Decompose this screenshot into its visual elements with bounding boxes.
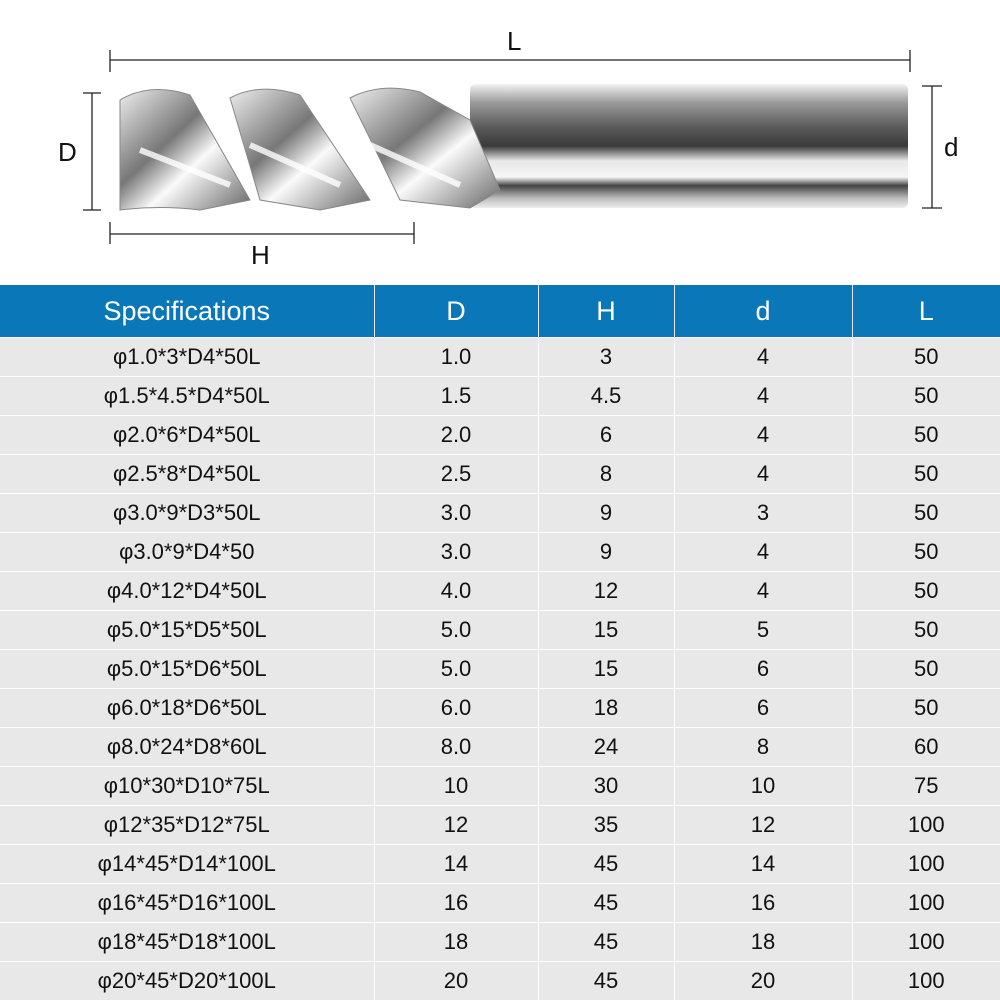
cell-H: 45 [538,923,674,962]
cell-spec: φ5.0*15*D5*50L [0,611,374,650]
cell-d: 4 [674,572,852,611]
table-row [0,572,1000,611]
cell-D: 1.0 [374,338,538,377]
cell-H: 8 [538,455,674,494]
cell-d: 16 [674,884,852,923]
cell-D: 6.0 [374,689,538,728]
cell-L: 50 [852,611,1000,650]
table-row [0,884,1000,923]
cell-spec: φ12*35*D12*75L [0,806,374,845]
cell-H: 6 [538,416,674,455]
cell-D: 3.0 [374,533,538,572]
cell-L: 100 [852,845,1000,884]
cell-spec: φ2.0*6*D4*50L [0,416,374,455]
cell-d: 4 [674,455,852,494]
cell-H: 30 [538,767,674,806]
table-row [0,455,1000,494]
cell-D: 8.0 [374,728,538,767]
table-row [0,728,1000,767]
cell-L: 50 [852,455,1000,494]
cell-d: 6 [674,689,852,728]
table-row [0,923,1000,962]
cell-L: 50 [852,650,1000,689]
cell-H: 15 [538,611,674,650]
cell-d: 3 [674,494,852,533]
cell-d: 8 [674,728,852,767]
table-row [0,494,1000,533]
cell-spec: φ14*45*D14*100L [0,845,374,884]
cell-L: 50 [852,533,1000,572]
cell-H: 45 [538,884,674,923]
specifications-table [0,285,1000,1001]
cell-d: 4 [674,377,852,416]
cell-L: 50 [852,338,1000,377]
cell-d: 6 [674,650,852,689]
cell-D: 3.0 [374,494,538,533]
cell-d: 14 [674,845,852,884]
cell-H: 4.5 [538,377,674,416]
table-header [0,285,1000,338]
cell-H: 35 [538,806,674,845]
flute-length-label: H [251,240,270,270]
table-row [0,650,1000,689]
cell-L: 50 [852,416,1000,455]
cell-spec: φ10*30*D10*75L [0,767,374,806]
cell-H: 15 [538,650,674,689]
end-mill-diagram [0,0,1000,285]
table-row [0,533,1000,572]
cell-d: 20 [674,962,852,1001]
cell-D: 5.0 [374,650,538,689]
table-row [0,338,1000,377]
cell-d: 12 [674,806,852,845]
cell-H: 3 [538,338,674,377]
cell-D: 14 [374,845,538,884]
table-row [0,806,1000,845]
cell-spec: φ3.0*9*D3*50L [0,494,374,533]
header-L: L [852,285,1000,338]
cell-L: 100 [852,923,1000,962]
cell-L: 50 [852,689,1000,728]
cell-D: 2.5 [374,455,538,494]
table-row [0,377,1000,416]
cell-D: 16 [374,884,538,923]
cell-D: 12 [374,806,538,845]
cell-spec: φ16*45*D16*100L [0,884,374,923]
cell-H: 24 [538,728,674,767]
cell-D: 20 [374,962,538,1001]
cell-L: 100 [852,962,1000,1001]
header-H: H [538,285,674,338]
cell-D: 4.0 [374,572,538,611]
cell-D: 1.5 [374,377,538,416]
header-specifications: Specifications [0,285,374,338]
cell-H: 45 [538,962,674,1001]
cell-H: 45 [538,845,674,884]
shank-diameter-label: d [944,132,959,162]
cell-spec: φ20*45*D20*100L [0,962,374,1001]
cell-spec: φ8.0*24*D8*60L [0,728,374,767]
cell-H: 12 [538,572,674,611]
length-label: L [507,26,522,56]
cell-H: 18 [538,689,674,728]
cell-spec: φ3.0*9*D4*50 [0,533,374,572]
cell-L: 100 [852,806,1000,845]
table-row [0,767,1000,806]
end-mill-drawing [0,0,1000,285]
cell-H: 9 [538,533,674,572]
cell-spec: φ2.5*8*D4*50L [0,455,374,494]
cell-L: 50 [852,572,1000,611]
cell-D: 10 [374,767,538,806]
table-row [0,962,1000,1001]
table-row [0,611,1000,650]
header-D: D [374,285,538,338]
cell-spec: φ1.5*4.5*D4*50L [0,377,374,416]
cell-spec: φ6.0*18*D6*50L [0,689,374,728]
cell-L: 75 [852,767,1000,806]
cell-D: 5.0 [374,611,538,650]
cell-spec: φ4.0*12*D4*50L [0,572,374,611]
cell-d: 10 [674,767,852,806]
cell-d: 18 [674,923,852,962]
cell-spec: φ5.0*15*D6*50L [0,650,374,689]
cell-L: 60 [852,728,1000,767]
header-d: d [674,285,852,338]
cell-spec: φ18*45*D18*100L [0,923,374,962]
cell-d: 5 [674,611,852,650]
cell-L: 50 [852,377,1000,416]
cell-L: 100 [852,884,1000,923]
cell-d: 4 [674,416,852,455]
cell-D: 18 [374,923,538,962]
table-row [0,689,1000,728]
cell-H: 9 [538,494,674,533]
cell-d: 4 [674,338,852,377]
cell-L: 50 [852,494,1000,533]
cell-D: 2.0 [374,416,538,455]
diameter-label: D [58,137,77,167]
cell-spec: φ1.0*3*D4*50L [0,338,374,377]
table-row [0,845,1000,884]
table-row [0,416,1000,455]
cell-d: 4 [674,533,852,572]
